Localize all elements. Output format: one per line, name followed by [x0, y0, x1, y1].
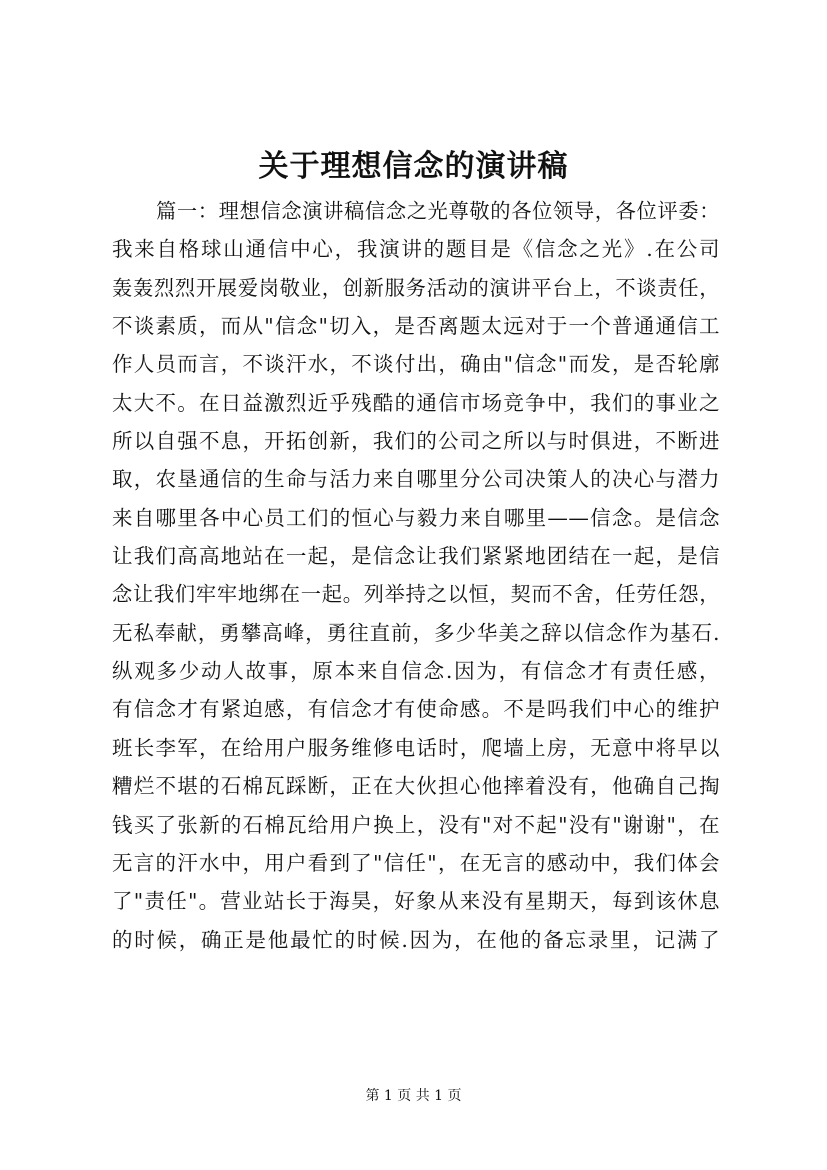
paragraph-line: 轰轰烈烈开展爱岗敬业，创新服务活动的演讲平台上，不谈责任， — [112, 275, 720, 300]
paragraph-line: 取，农垦通信的生命与活力来自哪里分公司决策人的决心与潜力 — [112, 467, 720, 492]
paragraph-line: 班长李军，在给用户服务维修电话时，爬墙上房，无意中将早以 — [112, 735, 720, 760]
document-body — [112, 192, 720, 959]
paragraph-line: 的时候，确正是他最忙的时候.因为，在他的备忘录里，记满了 — [112, 927, 720, 952]
page-footer: 第 1 页 共 1 页 — [365, 1088, 462, 1104]
paragraph-line: 无言的汗水中，用户看到了"信任"，在无言的感动中，我们体会 — [112, 850, 720, 875]
paragraph-line: 所以自强不息，开拓创新，我们的公司之所以与时俱进，不断进 — [112, 429, 720, 454]
paragraph-line: 来自哪里各中心员工们的恒心与毅力来自哪里——信念。是信念 — [112, 505, 720, 530]
paragraph-line: 了"责任"。营业站长于海昊，好象从来没有星期天，每到该休息 — [112, 889, 720, 914]
paragraph-line: 不谈素质，而从"信念"切入，是否离题太远对于一个普通通信工 — [112, 314, 720, 339]
paragraph-line: 念让我们牢牢地绑在一起。列举持之以恒，契而不舍，任劳任怨， — [112, 582, 720, 607]
paragraph-line: 有信念才有紧迫感，有信念才有使命感。不是吗我们中心的维护 — [112, 697, 720, 722]
paragraph-line: 作人员而言，不谈汗水，不谈付出，确由"信念"而发，是否轮廓 — [112, 352, 720, 377]
paragraph-line: 太大不。在日益激烈近乎残酷的通信市场竞争中，我们的事业之 — [112, 390, 720, 415]
paragraph-line: 我来自格球山通信中心，我演讲的题目是《信念之光》.在公司 — [112, 237, 720, 262]
document-title: 关于理想信念的演讲稿 — [258, 149, 569, 184]
paragraph-line: 篇一：理想信念演讲稿信念之光尊敬的各位领导，各位评委： — [156, 199, 720, 223]
paragraph-line: 纵观多少动人故事，原本来自信念.因为，有信念才有责任感， — [112, 659, 720, 684]
paragraph-line: 钱买了张新的石棉瓦给用户换上，没有"对不起"没有"谢谢"，在 — [112, 812, 720, 837]
paragraph-line: 糟烂不堪的石棉瓦踩断，正在大伙担心他摔着没有，他确自己掏 — [112, 774, 720, 799]
paragraph-line: 无私奉献，勇攀高峰，勇往直前，多少华美之辞以信念作为基石. — [112, 620, 720, 645]
paragraph-line: 让我们高高地站在一起，是信念让我们紧紧地团结在一起，是信 — [112, 544, 720, 569]
